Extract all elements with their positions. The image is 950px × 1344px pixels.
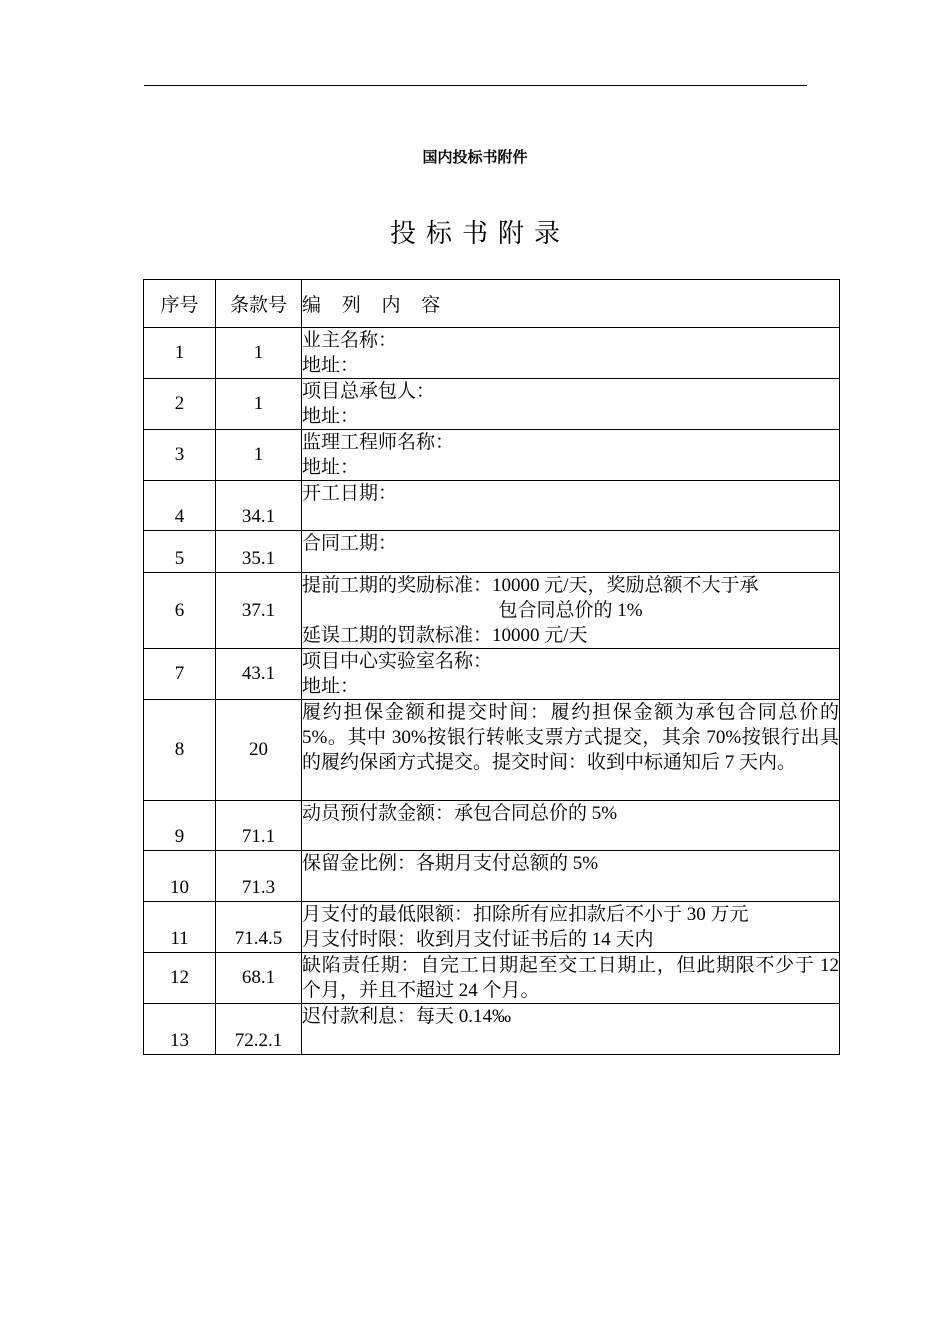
content-line: 月支付的最低限额：扣除所有应扣款后不小于 30 万元	[302, 904, 749, 925]
document-title: 投标书附录	[389, 219, 570, 249]
content-line: 开工日期：	[302, 483, 398, 504]
table-row	[144, 379, 840, 430]
row-no: 2	[144, 379, 216, 430]
row-no: 10	[144, 851, 216, 902]
row-content	[302, 430, 840, 481]
row-no: 11	[144, 902, 216, 953]
row-no: 6	[144, 573, 216, 649]
row-content	[302, 649, 840, 700]
header-title: 国内投标书附件	[422, 148, 528, 166]
row-clause: 20	[216, 700, 302, 801]
header-content: 编 列 内 容	[302, 280, 840, 328]
content-line: 业主名称：	[302, 330, 398, 351]
row-no: 13	[144, 1004, 216, 1055]
table-row	[144, 1004, 840, 1055]
row-content	[302, 1004, 840, 1055]
row-content	[302, 379, 840, 430]
content-line: 延误工期的罚款标准：10000 元/天	[302, 625, 588, 646]
row-clause: 71.4.5	[216, 902, 302, 953]
appendix-table	[143, 279, 840, 1055]
content-line: 提前工期的奖励标准：10000 元/天，奖励总额不大于承	[302, 575, 759, 596]
row-clause: 72.2.1	[216, 1004, 302, 1055]
row-no: 9	[144, 801, 216, 851]
table-row	[144, 328, 840, 379]
content-line: 月支付时限：收到月支付证书后的 14 天内	[302, 929, 654, 950]
row-clause: 1	[216, 379, 302, 430]
content-line: 项目中心实验室名称：	[302, 651, 493, 672]
row-content	[302, 902, 840, 953]
content-line: 包合同总价的 1%	[498, 600, 643, 621]
row-no: 7	[144, 649, 216, 700]
row-content	[302, 953, 840, 1004]
content-line: 项目总承包人：	[302, 381, 436, 402]
content-line: 履约担保金额和提交时间：履约担保金额为承包合同总价的 5%。其中 30%按银行转帐支票方式提交，其余 70%按银行出具的履约保函方式提交。提交时间：收到中标通知后 7 天内。	[302, 702, 839, 773]
row-no: 12	[144, 953, 216, 1004]
content-line: 监理工程师名称：	[302, 432, 455, 453]
table-row	[144, 953, 840, 1004]
row-clause: 71.3	[216, 851, 302, 902]
table-row	[144, 801, 840, 851]
row-content	[302, 481, 840, 531]
table-row	[144, 700, 840, 801]
content-line: 地址：	[302, 457, 360, 478]
content-line: 地址：	[302, 406, 360, 427]
row-clause: 37.1	[216, 573, 302, 649]
content-line: 缺陷责任期：自完工日期起至交工日期止，但此期限不少于 12 个月，并且不超过 24 个月。	[302, 955, 839, 1001]
table-header-row	[144, 280, 840, 328]
content-line: 合同工期：	[302, 533, 398, 554]
row-clause: 1	[216, 328, 302, 379]
row-no: 1	[144, 328, 216, 379]
table-row	[144, 430, 840, 481]
row-content	[302, 801, 840, 851]
table-row	[144, 649, 840, 700]
row-content	[302, 328, 840, 379]
row-clause: 34.1	[216, 481, 302, 531]
row-no: 5	[144, 531, 216, 573]
table-row	[144, 481, 840, 531]
row-content	[302, 851, 840, 902]
row-content	[302, 700, 840, 801]
row-content	[302, 531, 840, 573]
row-no: 4	[144, 481, 216, 531]
header-no: 序号	[144, 280, 216, 328]
row-clause: 68.1	[216, 953, 302, 1004]
row-content	[302, 573, 840, 649]
header-clause: 条款号	[216, 280, 302, 328]
table-row	[144, 531, 840, 573]
table-row	[144, 573, 840, 649]
content-line: 地址：	[302, 676, 360, 697]
content-line: 地址：	[302, 355, 360, 376]
row-no: 3	[144, 430, 216, 481]
row-clause: 71.1	[216, 801, 302, 851]
top-rule	[144, 85, 807, 86]
row-clause: 1	[216, 430, 302, 481]
content-line: 保留金比例：各期月支付总额的 5%	[302, 853, 599, 874]
table-row	[144, 851, 840, 902]
row-clause: 43.1	[216, 649, 302, 700]
table-row	[144, 902, 840, 953]
row-clause: 35.1	[216, 531, 302, 573]
row-no: 8	[144, 700, 216, 801]
content-line: 迟付款利息：每天 0.14‰	[302, 1006, 512, 1027]
content-line: 动员预付款金额：承包合同总价的 5%	[302, 803, 618, 824]
